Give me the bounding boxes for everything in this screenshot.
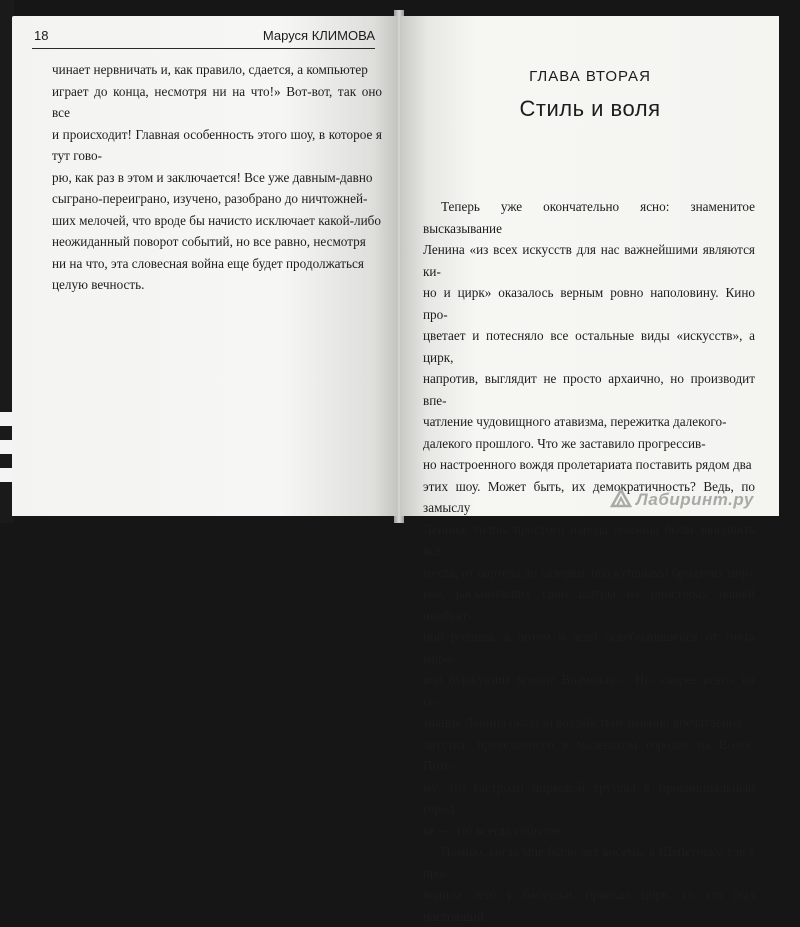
text-line: целую вечность. <box>52 277 145 292</box>
labirint-icon <box>610 488 632 508</box>
text-line: знание Ленина оказали воздействие именно впечатления <box>423 715 742 730</box>
text-line: Ленина «из всех искусств для нас важнейшими являются ки- <box>423 242 755 279</box>
left-running-head <box>32 28 375 49</box>
text-line: играет до конца, несмотря ни на что!» Вот-вот, так оно все <box>52 83 382 120</box>
watermark-logo <box>610 488 754 510</box>
text-line: но настроенного вождя пролетариата поставить рядом два <box>423 457 752 472</box>
text-line: чатление чудовищного атавизма, пережитка далекого- <box>423 414 727 429</box>
text-line: ни на что, эта словесная война еще будет продолжаться <box>52 255 364 271</box>
text-line: места, от партера до галерки, под куполами бродячих цир- <box>423 564 753 580</box>
text-line: вой буржуазии Земли? Возможно... Но, скорее всего, на со- <box>423 672 755 709</box>
text-line: этих шоу. Может быть, их демократичность? Ведь, по замыслу <box>423 478 755 515</box>
left-page <box>12 16 397 516</box>
right-page-text <box>423 196 755 927</box>
chapter-label: ГЛАВА ВТОРАЯ <box>529 68 651 85</box>
text-line: сыграно-переиграно, изучено, разобрано до ничтожней- <box>52 191 368 206</box>
text-line: и происходит! Главная особенность этого шоу, в которое я тут гово- <box>52 126 382 163</box>
text-line: далекого прошлого. Что же заставило прогрессив- <box>423 435 706 451</box>
page-number: 18 <box>34 28 49 43</box>
text-line: Ленина, толпы простого народа должны были заполнять все <box>423 521 755 558</box>
right-page <box>401 16 779 924</box>
text-line: Помню, когда мне было лет восемь, в Шепетовку, где я про- <box>423 844 755 881</box>
text-line: чинает нервничать и, как правило, сдается, а компьютер <box>52 62 368 77</box>
left-page-text <box>52 59 382 296</box>
text-line: но и цирк» оказалось верным ровно наполовину. Кино про- <box>423 285 755 322</box>
chapter-title: Стиль и воля <box>519 96 661 121</box>
text-line: водила лето у бабушки, приехал цирк. О, это был настоящий <box>423 887 755 924</box>
text-line: ной родины, а потом и всей освободившейся от гнета миро- <box>423 629 755 666</box>
watermark-text: Лабиринт.ру <box>636 490 754 509</box>
text-line: неожиданный поворот событий, но все равно, несмотря <box>52 234 366 249</box>
text-line: напротив, выглядит не просто архаично, но производит впе- <box>423 371 755 408</box>
text-line: му что гастроли цирковой труппы в провинциальный город- <box>423 779 755 816</box>
text-line: цветает и потесняло все остальные виды «искусств», а цирк, <box>423 328 755 365</box>
text-line: ке — это всегда событие. <box>423 822 565 838</box>
text-line: Теперь уже окончательно ясно: знаменитое высказывание <box>423 199 755 236</box>
text-line: ков, раскинувших свои шатры на просторах нашей необъят- <box>423 586 755 623</box>
running-head-author: Маруся КЛИМОВА <box>262 28 375 43</box>
text-line: ших мелочей, что вроде бы начисто исключает какой-либо <box>52 212 381 228</box>
text-line: детства, проведенного в маленьком городке на Волге. Пото- <box>423 736 755 773</box>
text-line: рю, как раз в этом и заключается! Все уже давным-давно <box>52 169 373 185</box>
